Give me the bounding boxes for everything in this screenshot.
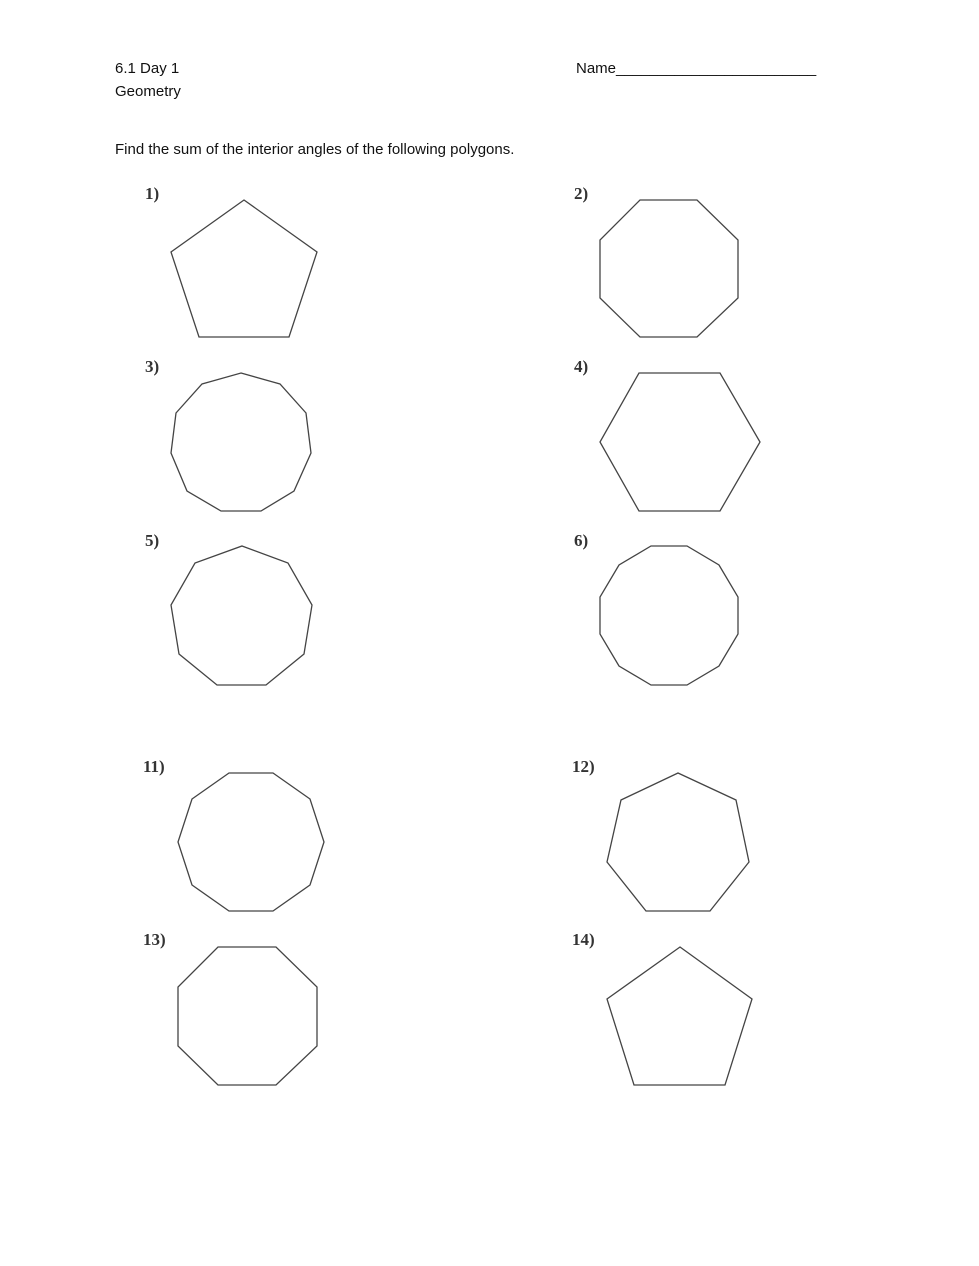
problem-number: 5) xyxy=(145,531,160,550)
decagon-figure xyxy=(600,546,738,685)
subject-label: Geometry xyxy=(115,83,181,100)
nonagon-figure xyxy=(171,546,312,685)
hexagon-figure xyxy=(600,373,760,511)
heptagon-figure xyxy=(607,773,749,911)
course-label: 6.1 Day 1 xyxy=(115,60,180,77)
problem-number: 4) xyxy=(574,357,589,376)
decagon-figure xyxy=(171,373,311,511)
pentagon-figure xyxy=(171,200,317,337)
name-field-label: Name________________________ xyxy=(576,60,817,77)
instructions: Find the sum of the interior angles of the following polygons. xyxy=(115,141,515,158)
octagon-figure xyxy=(600,200,738,337)
decagon-figure xyxy=(178,773,324,911)
problem-number: 6) xyxy=(574,531,589,550)
problem-number: 11) xyxy=(143,757,165,776)
problem-number: 12) xyxy=(572,757,595,776)
pentagon-figure xyxy=(607,947,752,1085)
problem-number: 14) xyxy=(572,930,595,949)
problem-number: 2) xyxy=(574,184,589,203)
problem-number: 3) xyxy=(145,357,160,376)
octagon-figure xyxy=(178,947,317,1085)
problem-number: 1) xyxy=(145,184,160,203)
problem-number: 13) xyxy=(143,930,166,949)
